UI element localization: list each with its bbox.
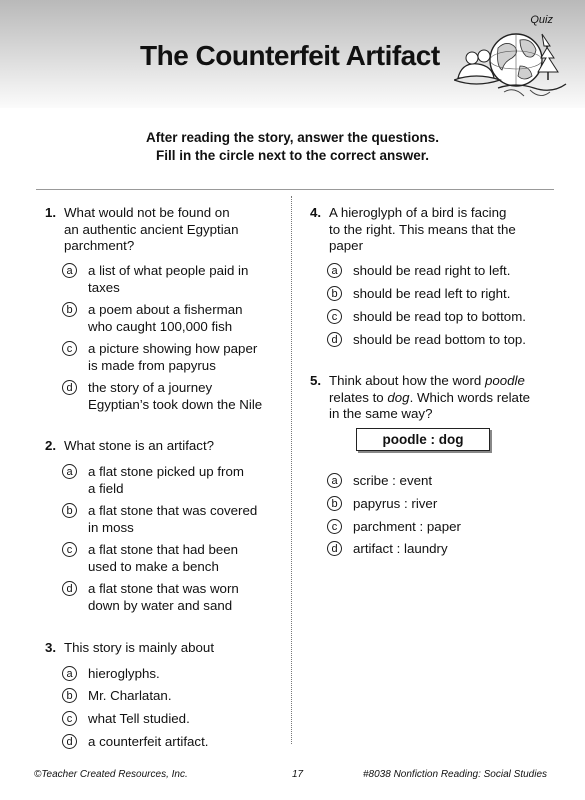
question-number: 1. [45, 205, 57, 220]
footer-page-number: 17 [292, 769, 304, 780]
footer-publisher: ©Teacher Created Resources, Inc. [34, 769, 188, 780]
globe-and-hat-illustration [454, 26, 572, 104]
option-text: artifact : laundry [353, 541, 448, 556]
option-text: parchment : paper [353, 519, 461, 534]
answer-bubble[interactable]: c [62, 542, 77, 557]
option-text: a poem about a fisherman who caught 100,000 fish [88, 302, 243, 334]
option-text: a list of what people paid in taxes [88, 263, 249, 295]
answer-bubble[interactable]: d [327, 332, 342, 347]
instructions-line-2: Fill in the circle next to the correct answer. [155, 148, 430, 163]
quiz-label: Quiz [530, 14, 553, 26]
answer-bubble[interactable]: c [327, 519, 342, 534]
answer-bubble[interactable]: c [62, 341, 77, 356]
answer-bubble[interactable]: a [62, 666, 77, 681]
question-text: A hieroglyph of a bird is facing to the right. This means that the paper [329, 205, 516, 253]
option-text: a flat stone that was covered in moss [88, 503, 258, 535]
instructions [0, 129, 585, 165]
option-text: should be read left to right. [353, 286, 511, 301]
answer-bubble[interactable]: c [327, 309, 342, 324]
answer-bubble[interactable]: d [327, 541, 342, 556]
question-number: 5. [310, 373, 322, 388]
option-text: a flat stone that had been used to make a bench [88, 542, 239, 574]
answer-bubble[interactable]: d [62, 380, 77, 395]
answer-bubble[interactable]: c [62, 711, 77, 726]
option-text: a picture showing how paper is made from papyrus [88, 341, 258, 373]
answer-bubble[interactable]: a [327, 263, 342, 278]
option-text: what Tell studied. [88, 711, 190, 726]
option-text: Mr. Charlatan. [88, 688, 172, 703]
divider-horizontal [36, 189, 554, 190]
question-number: 4. [310, 205, 322, 220]
option-text: should be read top to bottom. [353, 309, 526, 324]
answer-bubble[interactable]: a [62, 464, 77, 479]
answer-bubble[interactable]: b [327, 496, 342, 511]
option-text: hieroglyphs. [88, 666, 160, 681]
instructions-line-1: After reading the story, answer the questions. [145, 130, 440, 145]
answer-bubble[interactable]: b [62, 503, 77, 518]
option-text: papyrus : river [353, 496, 438, 511]
question-number: 3. [45, 640, 57, 655]
option-text: scribe : event [353, 473, 433, 488]
answer-bubble[interactable]: a [62, 263, 77, 278]
option-text: a flat stone that was worn down by water and sand [88, 581, 239, 613]
page-header [0, 0, 585, 108]
question-text: What stone is an artifact? [64, 438, 215, 453]
option-text: a counterfeit artifact. [88, 734, 209, 749]
answer-bubble[interactable]: b [62, 688, 77, 703]
question-text: This story is mainly about [64, 640, 215, 655]
divider-vertical [291, 196, 292, 744]
answer-bubble[interactable]: b [62, 302, 77, 317]
page-title: The Counterfeit Artifact [140, 40, 440, 71]
answer-bubble[interactable]: b [327, 286, 342, 301]
question-text: What would not be found on an authentic ancient Egyptian parchment? [64, 205, 239, 253]
analogy-box: poodle : dog [356, 428, 490, 451]
question-text: Think about how the word poodle relates to dog. Which words relate in the same way? [329, 373, 531, 421]
footer-book-title: #8038 Nonfiction Reading: Social Studies [363, 769, 548, 780]
answer-bubble[interactable]: a [327, 473, 342, 488]
answer-bubble[interactable]: d [62, 734, 77, 749]
option-text: a flat stone picked up from a field [88, 464, 244, 496]
answer-bubble[interactable]: d [62, 581, 77, 596]
option-text: should be read bottom to top. [353, 332, 526, 347]
option-text: should be read right to left. [353, 263, 511, 278]
question-number: 2. [45, 438, 57, 453]
option-text: the story of a journey Egyptian’s took down the Nile [88, 380, 263, 412]
